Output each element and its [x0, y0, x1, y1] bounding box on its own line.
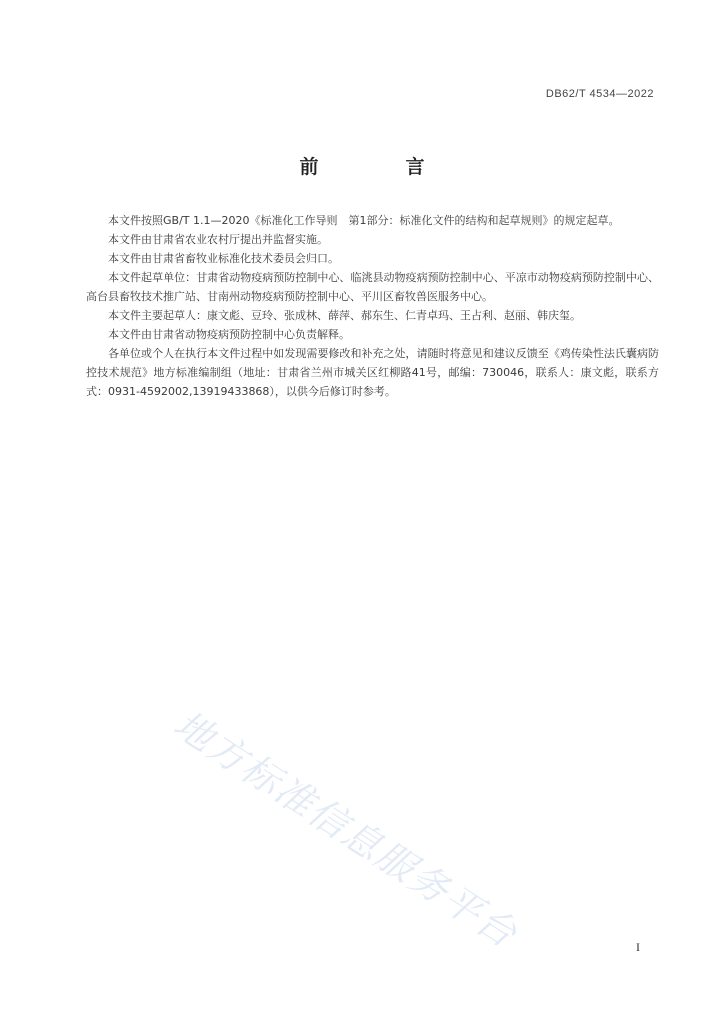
section-title: 前 言 — [299, 156, 459, 178]
paragraph-proposer: 本文件由甘肃省农业农村厅提出并监督实施。 — [108, 233, 328, 246]
paragraph-feedback: 各单位或个人在执行本文件过程中如发现需要修改和补充之处，请随时将意见和建议反馈至《鸡传染性法氏囊病防控技术规范》地方标准编制组（地址：甘肃省兰州市城关区红柳路41号，邮编：730046，联系人：康文彪，联系方式：0931-4592002,13919433868），以供今后修订时参考。 — [86, 347, 659, 398]
paragraph-interpretation: 本文件由甘肃省动物疫病预防控制中心负责解释。 — [108, 328, 350, 341]
watermark: 地方标准信息服务平台 — [166, 701, 526, 957]
paragraph-drafting-basis: 本文件按照GB/T 1.1—2020《标准化工作导则 第1部分：标准化文件的结构和起草规则》的规定起草。 — [108, 214, 620, 227]
paragraph-drafters: 本文件主要起草人：康文彪、豆玲、张成林、薛萍、郝东生、仁青卓玛、王占利、赵丽、韩庆玺。 — [108, 309, 581, 322]
foreword-body — [86, 211, 659, 401]
paragraph-drafting-units: 本文件起草单位：甘肃省动物疫病预防控制中心、临洮县动物疫病预防控制中心、平凉市动物疫病预防控制中心、高台县畜牧技术推广站、甘南州动物疫病预防控制中心、平川区畜牧兽医服务中心。 — [86, 271, 659, 303]
paragraph-committee: 本文件由甘肃省畜牧业标准化技术委员会归口。 — [108, 252, 339, 265]
page-number: I — [636, 940, 640, 954]
document-code: DB62/T 4534—2022 — [545, 88, 654, 100]
